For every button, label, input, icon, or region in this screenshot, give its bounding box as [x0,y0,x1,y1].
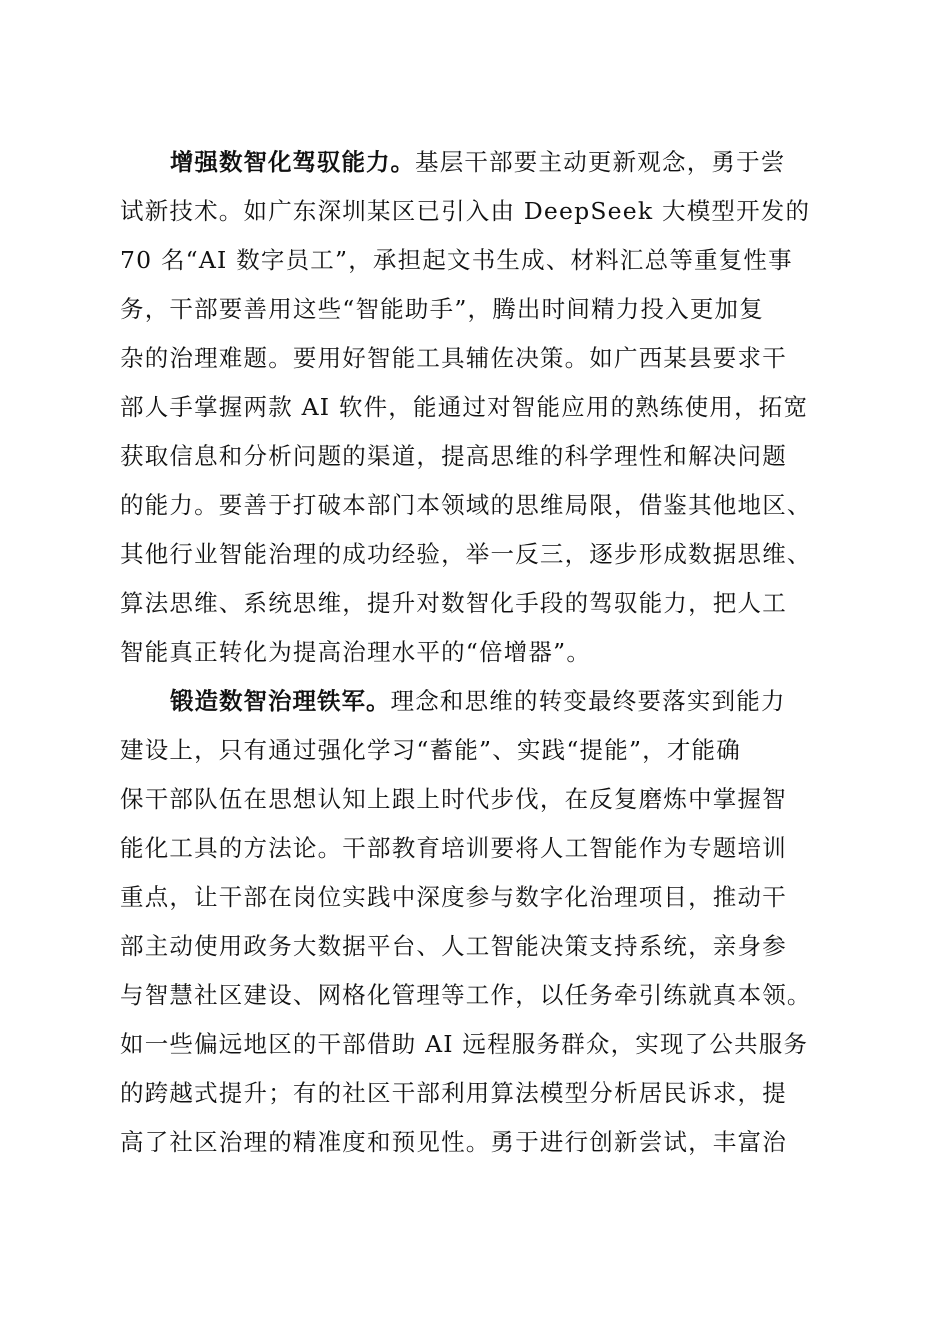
paragraph-enhance-capability [120,138,835,677]
paragraph-forge-team [120,677,835,1167]
paragraph-line: 其他行业智能治理的成功经验，举一反三，逐步形成数据思维、 [120,540,812,568]
paragraph-line: 高了社区治理的精准度和预见性。勇于进行创新尝试，丰富治 [120,1128,787,1156]
document-body [120,138,835,1167]
paragraph-text: 理念和思维的转变最终要落实到能力 [390,687,786,715]
paragraph-line: 建设上，只有通过强化学习“蓄能”、实践“提能”，才能确 [120,736,741,764]
paragraph-line [120,677,835,726]
paragraph-line: 务，干部要善用这些“智能助手”，腾出时间精力投入更加复 [120,295,764,323]
paragraph-line [120,138,835,187]
paragraph-line: 试新技术。如广东深圳某区已引入由 DeepSeek 大模型开发的 [120,197,811,225]
paragraph-line: 与智慧社区建设、网格化管理等工作，以任务牵引练就真本领。 [120,981,812,1009]
paragraph-line: 70 名“AI 数字员工”，承担起文书生成、材料汇总等重复性事 [120,246,793,274]
paragraph-text: 基层干部要主动更新观念，勇于尝 [415,148,786,176]
paragraph-line: 重点，让干部在岗位实践中深度参与数字化治理项目，推动干 [120,883,787,911]
paragraph-line: 能化工具的方法论。干部教育培训要将人工智能作为专题培训 [120,834,787,862]
paragraph-line: 的能力。要善于打破本部门本领域的思维局限，借鉴其他地区、 [120,491,812,519]
paragraph-line: 保干部队伍在思想认知上跟上时代步伐，在反复磨炼中掌握智 [120,785,787,813]
paragraph-heading: 锻造数智治理铁军。 [170,687,391,715]
paragraph-line: 获取信息和分析问题的渠道，提高思维的科学理性和解决问题 [120,442,787,470]
paragraph-line: 算法思维、系统思维，提升对数智化手段的驾驭能力，把人工 [120,589,787,617]
paragraph-line: 智能真正转化为提高治理水平的“倍增器”。 [120,638,592,666]
paragraph-line: 如一些偏远地区的干部借助 AI 远程服务群众，实现了公共服务 [120,1030,809,1058]
paragraph-heading: 增强数智化驾驭能力。 [170,148,415,176]
paragraph-line: 部主动使用政务大数据平台、人工智能决策支持系统，亲身参 [120,932,787,960]
paragraph-line: 杂的治理难题。要用好智能工具辅佐决策。如广西某县要求干 [120,344,787,372]
paragraph-line: 部人手掌握两款 AI 软件，能通过对智能应用的熟练使用，拓宽 [120,393,809,421]
paragraph-line: 的跨越式提升；有的社区干部利用算法模型分析居民诉求，提 [120,1079,787,1107]
